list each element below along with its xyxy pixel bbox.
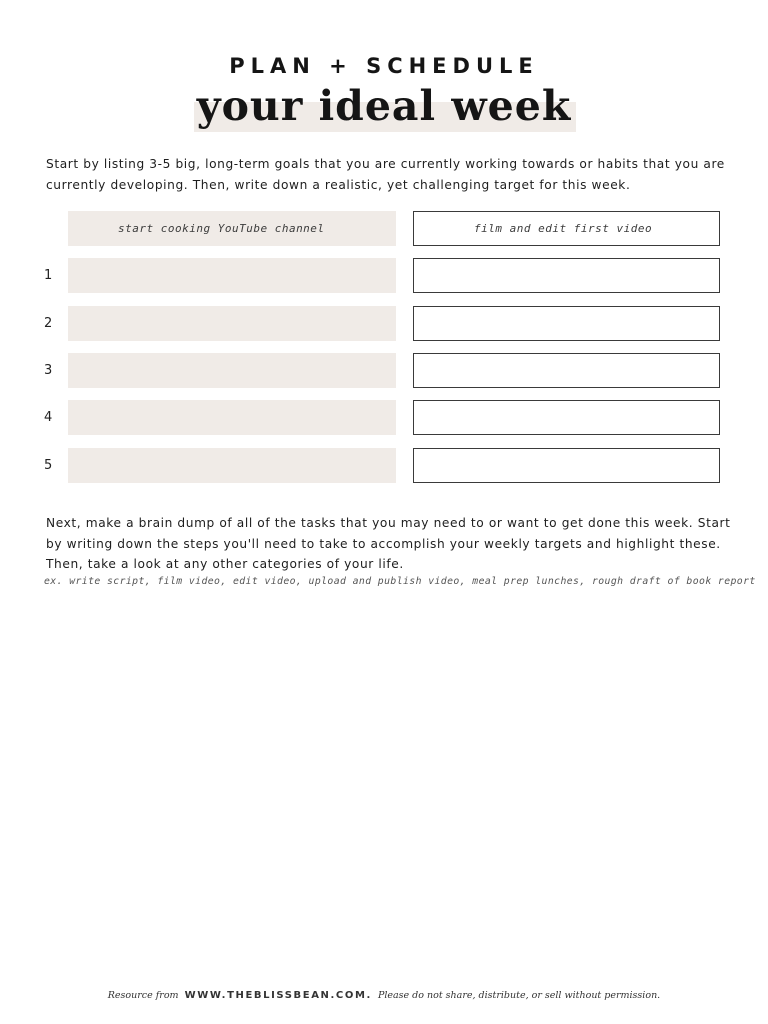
intro-text: Start by listing 3-5 big, long-term goals that you are currently working towards or habits that you are currently developing. Then, write down a realistic, yet challenging target for this week.: [46, 157, 725, 192]
brain-dump-instructions: Next, make a brain dump of all of the tasks that you may need to or want to get done this week. Start by writing down the steps you'll need to take to accomplish your weekly targets and highlight these. Then, take a look at any other categories of your life.: [46, 516, 731, 571]
target-field[interactable]: [413, 353, 720, 388]
page-eyebrow: PLAN + SCHEDULE: [229, 54, 539, 78]
example-goal-text: start cooking YouTube channel: [118, 222, 325, 235]
example-row: [0, 211, 768, 247]
row-number: 1: [44, 268, 53, 283]
goal-row: [0, 448, 768, 484]
row-number: 3: [44, 363, 53, 378]
goal-row: [0, 306, 768, 342]
target-field[interactable]: [413, 258, 720, 293]
footer-notice: Please do not share, distribute, or sell without permission.: [377, 990, 661, 1001]
footer-prefix: Resource from: [107, 990, 179, 1001]
row-number: 2: [44, 316, 53, 331]
footer-site-link[interactable]: WWW.THEBLISSBEAN.COM.: [184, 990, 372, 1001]
target-field[interactable]: [413, 400, 720, 435]
goal-field[interactable]: [68, 258, 396, 293]
goal-row: [0, 258, 768, 294]
goal-field[interactable]: [68, 306, 396, 341]
goal-row: [0, 400, 768, 436]
brain-dump-example: ex. write script, film video, edit video, upload and publish video, meal prep lunches, rough draft of book report: [44, 576, 756, 587]
goal-field[interactable]: [68, 353, 396, 388]
page-title: your ideal week: [196, 82, 572, 130]
goal-field[interactable]: [68, 448, 396, 483]
example-target-text: film and edit first video: [474, 222, 653, 235]
example-goal-field[interactable]: [68, 211, 396, 246]
goal-row: [0, 353, 768, 389]
row-number: 4: [44, 410, 53, 425]
row-number: 5: [44, 458, 53, 473]
target-field[interactable]: [413, 448, 720, 483]
target-field[interactable]: [413, 306, 720, 341]
footer: [0, 990, 768, 1001]
example-target-field[interactable]: [413, 211, 720, 246]
goal-field[interactable]: [68, 400, 396, 435]
